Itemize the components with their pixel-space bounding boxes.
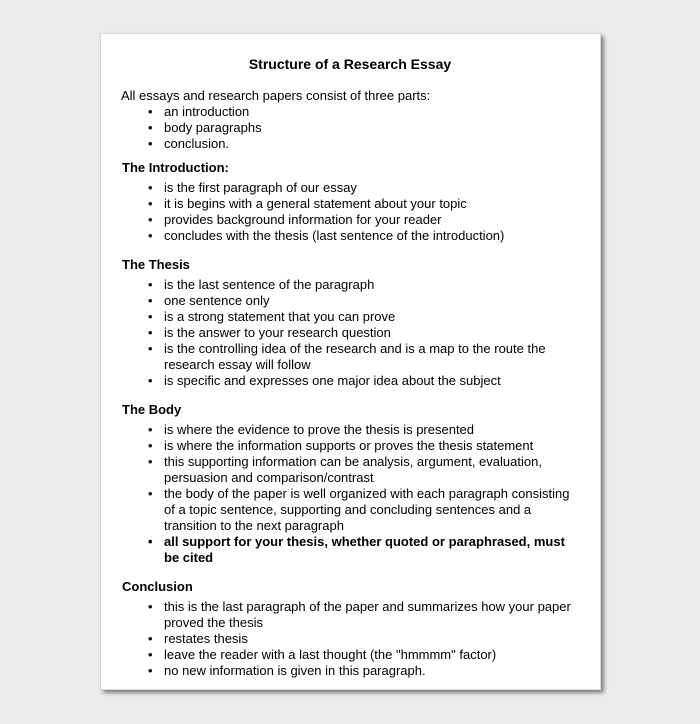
- list-item: • is where the information supports or proves the thesis statement: [121, 438, 579, 454]
- section-list: [121, 599, 579, 679]
- list-item: • this supporting information can be analysis, argument, evaluation, persuasion and comparison/contrast: [121, 454, 579, 486]
- list-item: • conclusion.: [121, 136, 579, 152]
- document-title: Structure of a Research Essay: [248, 56, 452, 72]
- section-heading: The Introduction:: [122, 160, 229, 175]
- list-item: • concludes with the thesis (last sentence of the introduction): [121, 228, 579, 244]
- section-heading: The Body: [122, 402, 182, 417]
- section-list: [121, 180, 579, 244]
- sections-container: [121, 160, 579, 679]
- list-item: • body paragraphs: [121, 120, 579, 136]
- list-item: • no new information is given in this paragraph.: [121, 663, 579, 679]
- list-item: • an introduction: [121, 104, 579, 120]
- section-heading: The Thesis: [122, 257, 190, 272]
- list-item: • restates thesis: [121, 631, 579, 647]
- list-item: • one sentence only: [121, 293, 579, 309]
- list-item: • is the controlling idea of the research and is a map to the route the research essay will follow: [121, 341, 579, 373]
- section-the-introduction: [121, 160, 579, 244]
- list-item: • is the first paragraph of our essay: [121, 180, 579, 196]
- list-item: • all support for your thesis, whether quoted or paraphrased, must be cited: [121, 534, 579, 566]
- list-item: • is specific and expresses one major idea about the subject: [121, 373, 579, 389]
- section-the-thesis: [121, 257, 579, 389]
- section-conclusion: [121, 579, 579, 679]
- section-list: [121, 422, 579, 566]
- list-item: • is where the evidence to prove the thesis is presented: [121, 422, 579, 438]
- list-item: • is a strong statement that you can prove: [121, 309, 579, 325]
- section-list: [121, 277, 579, 389]
- section-heading: Conclusion: [122, 579, 193, 594]
- document-page: [100, 33, 601, 690]
- section-the-body: [121, 402, 579, 566]
- list-item: • is the answer to your research question: [121, 325, 579, 341]
- list-item: • the body of the paper is well organized with each paragraph consisting of a topic sentence, supporting and concluding sentences and a transition to the next paragraph: [121, 486, 579, 534]
- list-item: • provides background information for your reader: [121, 212, 579, 228]
- list-item: • this is the last paragraph of the paper and summarizes how your paper proved the thesis: [121, 599, 579, 631]
- list-item: • it is begins with a general statement about your topic: [121, 196, 579, 212]
- list-item: • is the last sentence of the paragraph: [121, 277, 579, 293]
- intro-paragraph: All essays and research papers consist of three parts:: [121, 88, 431, 103]
- intro-list: [121, 104, 579, 152]
- list-item: • leave the reader with a last thought (the "hmmmm" factor): [121, 647, 579, 663]
